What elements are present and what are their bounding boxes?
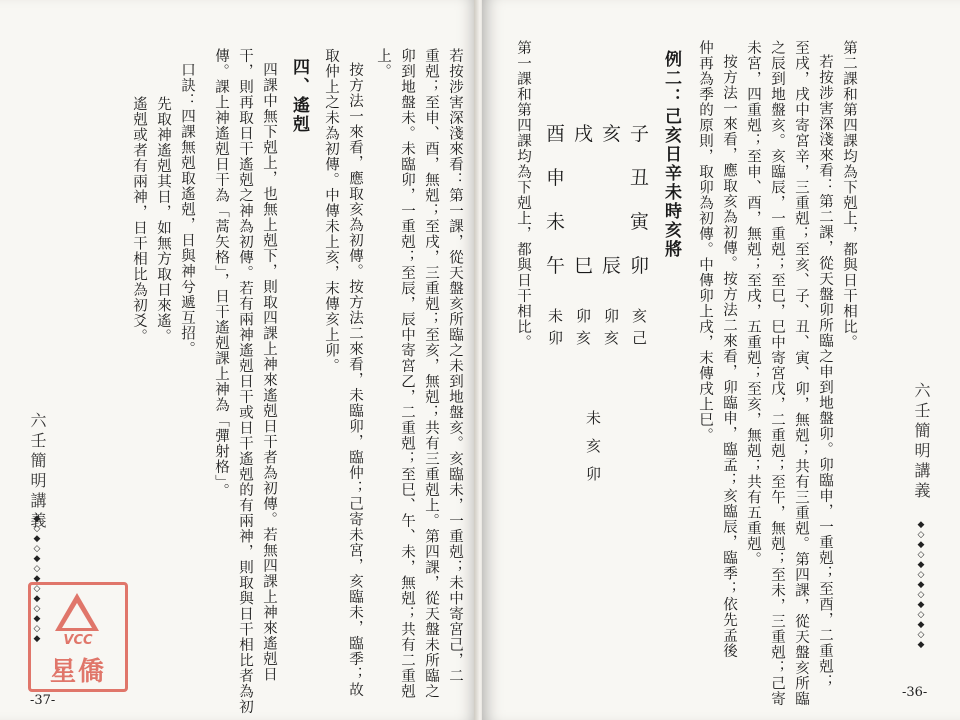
lesson-upper: 卯 [604,307,620,325]
plate-branch: 申 [546,167,566,189]
running-head: 六壬簡明講義 [28,412,47,532]
lesson-lower: 亥 [576,329,592,347]
plate-branch: 亥 [602,123,622,145]
plate-branch: 未 [546,211,566,233]
example-heading: 例二：己亥日辛未時亥將 [661,50,681,259]
lesson-lower: 己 [632,329,648,347]
body-column: 按方法一來看，應取亥為初傳。按方法二來看，卯臨申，臨孟；亥臨辰，臨季；依先孟後 [721,54,737,659]
body-column: 之辰到地盤亥。亥臨辰，一重剋；至巳，巳中寄宮戊，二重剋；至午，無剋；至未，三重剋；己寄 [769,40,785,707]
ornament-bar: ◆◇◆◇◆◇◆◇◆◇◆◇◆ [916,520,926,650]
lesson-upper: 亥 [632,307,648,325]
ornament-bar: ◆◇◆◇◆◇◆◇◆◇◆◇◆ [32,514,42,644]
body-column: 重剋；至申、酉，無剋；至戌，三重剋；至亥，無剋；共有三重剋上。第四課，從天盤未所臨之 [423,48,439,699]
verse-line: 先取神遙剋其日，如無方取日來遙。 [155,96,171,344]
lesson-upper: 卯 [576,307,592,325]
body-column: 按方法一來看，應取亥為初傳。按方法二來看，未臨卯，臨仲；己寄未宮，亥臨未，臨季；故 [347,62,363,698]
body-column: 取仲上之未為初傳。中傳未上亥，末傳亥上卯。 [323,48,339,374]
plate-branch: 辰 [602,255,622,277]
plate-branch: 巳 [574,255,594,277]
right-page [482,0,960,720]
note-column: 第一課和第四課均為下剋上，都與日干相比。 [515,40,531,350]
body-column: 若按涉害深淺來看：第一課，從天盤亥所臨之未到地盤亥。亥臨未，一重剋；未中寄宮己，二 [447,48,463,684]
body-column: 仲再為季的原則，取卯為初傳。中傳卯上戌，末傳戌上巳。 [697,40,713,443]
body-column: 傳。課上神遙剋日干為「蒿矢格」，日干遙剋課上神為「彈射格」。 [213,48,229,499]
body-column: 卯到地盤未。未臨卯，一重剋；至辰，辰中寄宮乙，二重剋；至巳、午、未，無剋；共有二重剋 [399,48,415,699]
plate-branch: 酉 [546,123,566,145]
plate-branch: 午 [546,255,566,277]
stamp-logo-text: VCC [63,633,93,648]
body-column: 四課中無下剋上，也無上剋下，則取四課上神來遙剋日干者為初傳。若無四課上神來遙剋日 [261,62,277,682]
body-column: 上。 [375,48,391,79]
transmission-initial: 未 [586,409,602,427]
body-column: 若按涉害深淺來看：第二課，從天盤卯所臨之申到地盤卯。卯臨申，一重剋；至酉，二重剋； [817,54,833,690]
transmission-middle: 亥 [586,437,602,455]
running-head: 六壬簡明講義 [912,382,931,502]
verse-line: 口訣：四課無剋取遙剋，日與神兮遞互招。 [179,62,195,357]
plate-branch: 戌 [574,123,594,145]
stamp-name: 星僑 [49,657,106,687]
page-number: -37- [30,693,56,708]
verse-line: 遙剋或者有兩神，日干相比為初爻。 [131,96,147,344]
body-column: 未宮，四重剋；至申、酉，無剋；至戌，五重剋；至亥，無剋；共有五重剋。 [745,40,761,567]
body-column: 干，則再取日干遙剋之神為初傳。若有兩神遙剋日干或日干遙剋的有兩神，則取與日干相比者為初 [237,48,253,715]
plate-branch: 卯 [630,255,650,277]
plate-branch: 寅 [630,211,650,233]
body-column: 至戌，戌中寄宮辛，三重剋；至亥、子、丑、寅、卯，無剋；共有三重剋。第四課，從天盤亥所臨 [793,40,809,707]
transmission-final: 卯 [586,465,602,483]
page-number: -36- [902,685,928,700]
lesson-lower: 亥 [604,329,620,347]
lesson-lower: 卯 [548,329,564,347]
plate-branch: 丑 [630,167,650,189]
section-title: 四、遙剋 [289,58,309,134]
body-column: 第二課和第四課均為下剋上，都與日干相比。 [841,40,857,350]
vcc-watermark-stamp [28,582,128,692]
lesson-upper: 未 [548,307,564,325]
triangle-logo-icon [55,593,99,631]
plate-branch: 子 [630,123,650,145]
left-page [0,0,478,720]
